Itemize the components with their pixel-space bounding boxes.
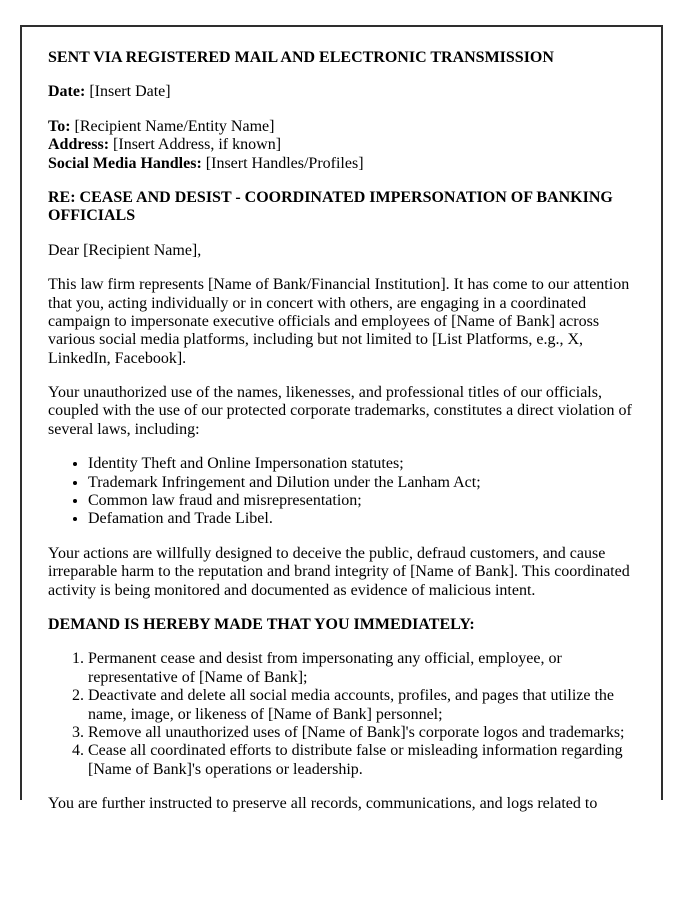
violation-item: • Trademark Infringement and Dilution under the Lanham Act; [88, 474, 635, 492]
violations-list [48, 455, 635, 529]
violation-item: • Identity Theft and Online Impersonation statutes; [88, 455, 635, 473]
date-value: [Insert Date] [89, 83, 171, 101]
address-label: Address: [48, 136, 110, 154]
handles-value: [Insert Handles/Profiles] [205, 154, 364, 172]
date-label: Date: [48, 83, 86, 101]
recipient-block [48, 118, 635, 173]
demand-item: 4. Cease all coordinated efforts to distribute false or misleading information regarding [Name of Bank]'s operations or leadership. [88, 742, 635, 779]
subject-text: RE: CEASE AND DESIST - COORDINATED IMPERSONATION OF BANKING OFFICIALS [48, 188, 613, 225]
handles-label: Social Media Handles: [48, 154, 202, 172]
demand-heading-text: DEMAND IS HEREBY MADE THAT YOU IMMEDIATELY: [48, 615, 475, 633]
salutation: Dear [Recipient Name], [48, 241, 202, 259]
demand-item: 1. Permanent cease and desist from impersonating any official, employee, or representative of [Name of Bank]; [88, 650, 635, 687]
date-line [48, 83, 635, 101]
demand-heading [48, 616, 635, 634]
demands-list [48, 650, 635, 779]
cease-desist-letter [20, 25, 663, 813]
subject-line [48, 189, 635, 226]
violation-item: • Common law fraud and misrepresentation; [88, 492, 635, 510]
harm-paragraph: Your actions are willfully designed to deceive the public, defraud customers, and cause irreparable harm to the reputation and brand integrity of [Name of Bank]. This coordinated activity is being monitored and documented as evidence of malicious intent. [48, 544, 630, 599]
to-value: [Recipient Name/Entity Name] [74, 117, 275, 135]
intro-paragraph: This law firm represents [Name of Bank/Financial Institution]. It has come to our attention that you, acting individually or in concert with others, are engaging in a coordinated campaign to impersonate executive officials and employees of [Name of Bank] across various social media platforms, including but not limited to [List Platforms, e.g., X, LinkedIn, Facebook]. [48, 276, 630, 367]
address-value: [Insert Address, if known] [113, 136, 282, 154]
violation-item: • Defamation and Trade Libel. [88, 510, 635, 528]
transmission-method-line [48, 49, 635, 67]
demand-item: 2. Deactivate and delete all social media accounts, profiles, and pages that utilize the name, image, or likeness of [Name of Bank] personnel; [88, 687, 635, 724]
to-label: To: [48, 117, 71, 135]
transmission-method-text: SENT VIA REGISTERED MAIL AND ELECTRONIC TRANSMISSION [48, 49, 554, 66]
demand-item: 3. Remove all unauthorized uses of [Name of Bank]'s corporate logos and trademarks; [88, 724, 635, 742]
preservation-paragraph: You are further instructed to preserve all records, communications, and logs related to [48, 795, 598, 813]
violations-intro-paragraph: Your unauthorized use of the names, likenesses, and professional titles of our officials, coupled with the use of our protected corporate trademarks, constitutes a direct violation of several laws, including: [48, 384, 632, 438]
